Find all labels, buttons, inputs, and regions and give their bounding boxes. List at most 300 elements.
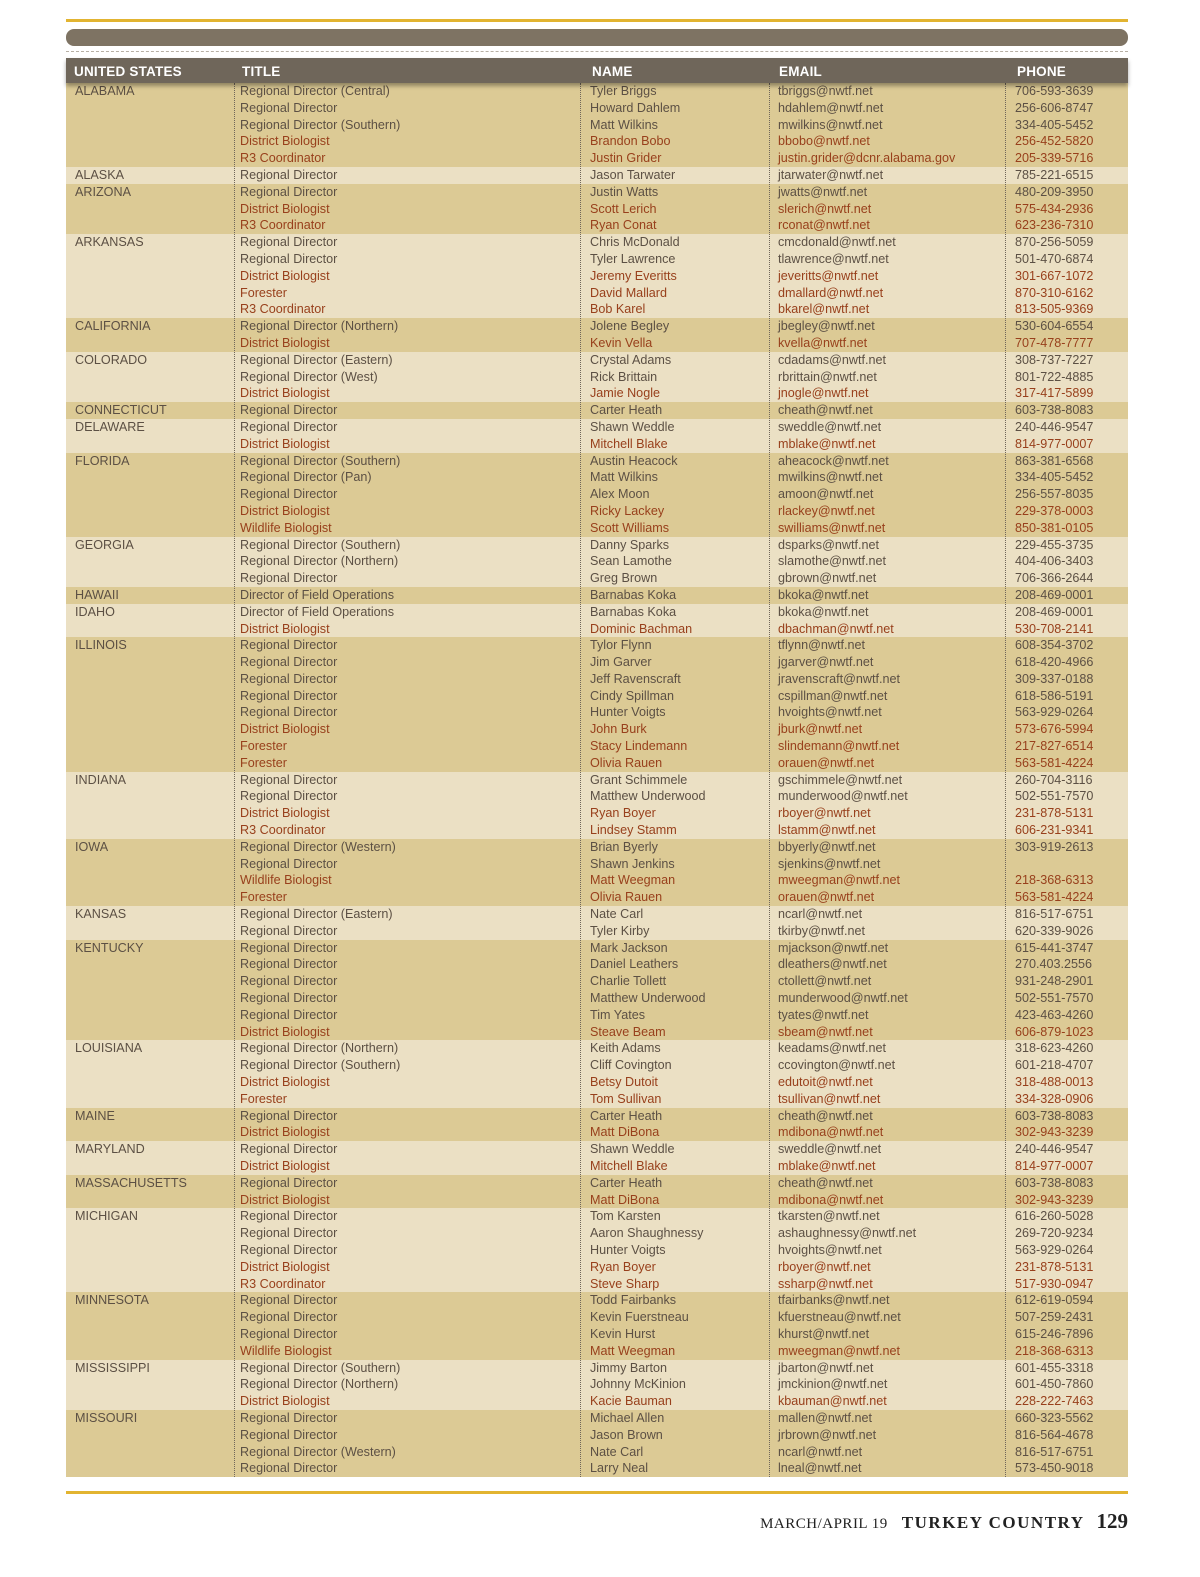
contact-email[interactable]: jrbrown@nwtf.net: [778, 1427, 877, 1442]
state-group: [66, 184, 1128, 234]
contact-title: Regional Director: [240, 655, 338, 670]
contact-email[interactable]: rconat@nwtf.net: [778, 218, 870, 233]
contact-phone: 256-606-8747: [1015, 100, 1094, 115]
contact-title: Regional Director: [240, 1310, 338, 1325]
table-row: [66, 1091, 1128, 1108]
contact-title: Regional Director: [240, 1142, 338, 1157]
contact-title: Regional Director (Eastern): [240, 907, 393, 922]
contact-email[interactable]: cheath@nwtf.net: [778, 1108, 873, 1123]
contact-email[interactable]: mjackson@nwtf.net: [778, 940, 889, 955]
contact-name: Chris McDonald: [590, 235, 680, 250]
contact-email[interactable]: justin.grider@dcnr.alabama.gov: [778, 151, 956, 166]
contact-phone: 785-221-6515: [1015, 167, 1094, 182]
contact-email[interactable]: lneal@nwtf.net: [778, 1461, 862, 1476]
contact-phone: 816-517-6751: [1015, 907, 1094, 922]
column-separator: [580, 83, 581, 1477]
contact-title: Regional Director (Southern): [240, 537, 401, 552]
table-row: [66, 1343, 1128, 1360]
contact-name: Scott Williams: [590, 520, 670, 535]
contact-email[interactable]: munderwood@nwtf.net: [778, 991, 908, 1006]
contact-phone: 502-551-7570: [1015, 789, 1094, 804]
contact-email[interactable]: mdibona@nwtf.net: [778, 1192, 884, 1207]
table-row: [66, 772, 1128, 789]
table-row: [66, 1242, 1128, 1259]
contact-email[interactable]: cmcdonald@nwtf.net: [778, 235, 896, 250]
contact-name: Hunter Voigts: [590, 1242, 666, 1257]
state-group: [66, 839, 1128, 906]
contact-phone: 606-231-9341: [1015, 823, 1094, 838]
contact-phone: 608-354-3702: [1015, 638, 1094, 653]
contact-email[interactable]: mallen@nwtf.net: [778, 1410, 872, 1425]
contact-phone: 801-722-4885: [1015, 369, 1094, 384]
state-name: ALABAMA: [75, 84, 135, 98]
contact-title: Regional Director: [240, 1293, 338, 1308]
contact-email[interactable]: slindemann@nwtf.net: [778, 739, 900, 754]
contact-phone: 317-417-5899: [1015, 386, 1094, 401]
contact-name: Bob Karel: [590, 302, 646, 317]
table-row: [66, 621, 1128, 638]
contact-phone: 931-248-2901: [1015, 974, 1094, 989]
contact-email[interactable]: mweegman@nwtf.net: [778, 873, 900, 888]
contact-phone: 603-738-8083: [1015, 1108, 1094, 1123]
contact-name: Jimmy Barton: [590, 1360, 667, 1375]
contact-email[interactable]: edutoit@nwtf.net: [778, 1075, 873, 1090]
contact-name: Mitchell Blake: [590, 436, 668, 451]
table-row: [66, 217, 1128, 234]
contact-title: Regional Director: [240, 772, 338, 787]
contact-email[interactable]: mblake@nwtf.net: [778, 436, 876, 451]
contact-title: Regional Director (Northern): [240, 1377, 399, 1392]
contact-phone: 563-929-0264: [1015, 705, 1094, 720]
contact-phone: 530-604-6554: [1015, 319, 1094, 334]
table-row: [66, 604, 1128, 621]
table-row: [66, 906, 1128, 923]
contact-email[interactable]: jburk@nwtf.net: [778, 722, 863, 737]
contact-title: Regional Director (Southern): [240, 1058, 401, 1073]
contact-phone: 603-738-8083: [1015, 403, 1094, 418]
contact-title: District Biologist: [240, 621, 330, 636]
contact-phone: 563-581-4224: [1015, 755, 1094, 770]
contact-email[interactable]: jtarwater@nwtf.net: [778, 167, 884, 182]
table-row: [66, 369, 1128, 386]
contact-name: Jim Garver: [590, 655, 652, 670]
contact-email[interactable]: tbriggs@nwtf.net: [778, 84, 873, 98]
contact-name: Carter Heath: [590, 1108, 663, 1123]
contacts-table: [66, 58, 1128, 1477]
table-row: [66, 872, 1128, 889]
table-row: [66, 1057, 1128, 1074]
contact-title: Regional Director: [240, 167, 338, 182]
contact-email[interactable]: cspillman@nwtf.net: [778, 688, 888, 703]
contact-email[interactable]: slerich@nwtf.net: [778, 201, 872, 216]
contact-title: Regional Director: [240, 1427, 338, 1442]
contact-email[interactable]: bbyerly@nwtf.net: [778, 839, 876, 854]
state-name: LOUISIANA: [75, 1041, 143, 1056]
issue-date: MARCH/APRIL 19: [760, 1516, 888, 1532]
contact-name: Tom Karsten: [590, 1209, 661, 1224]
contact-name: Olivia Rauen: [590, 890, 663, 905]
contact-title: Forester: [240, 1091, 287, 1106]
contact-name: Matthew Underwood: [590, 991, 706, 1006]
contact-email[interactable]: rlackey@nwtf.net: [778, 503, 875, 518]
contact-email[interactable]: ctollett@nwtf.net: [778, 974, 872, 989]
state-group: [66, 167, 1128, 184]
state-name: CONNECTICUT: [75, 403, 167, 418]
contact-email[interactable]: rboyer@nwtf.net: [778, 1259, 871, 1274]
contact-title: District Biologist: [240, 1075, 330, 1090]
contact-email[interactable]: hvoights@nwtf.net: [778, 705, 882, 720]
table-row: [66, 1410, 1128, 1427]
state-group: [66, 1040, 1128, 1107]
state-group: [66, 772, 1128, 839]
contact-title: R3 Coordinator: [240, 151, 326, 166]
contact-email[interactable]: aheacock@nwtf.net: [778, 453, 889, 468]
contact-phone: 620-339-9026: [1015, 923, 1094, 938]
contact-name: Jeremy Everitts: [590, 268, 677, 283]
contact-title: Regional Director: [240, 403, 338, 418]
contact-email[interactable]: bkoka@nwtf.net: [778, 604, 869, 619]
contact-email[interactable]: gschimmele@nwtf.net: [778, 772, 903, 787]
contact-email[interactable]: ssharp@nwtf.net: [778, 1276, 873, 1291]
state-name: ILLINOIS: [75, 638, 127, 653]
header-phone: PHONE: [1017, 64, 1067, 79]
table-row: [66, 1427, 1128, 1444]
contact-name: Cindy Spillman: [590, 688, 674, 703]
dotted-divider: [66, 51, 1128, 52]
contact-title: Regional Director (Central): [240, 84, 390, 98]
table-header: [66, 58, 1128, 83]
contact-email[interactable]: slamothe@nwtf.net: [778, 554, 886, 569]
table-row: [66, 822, 1128, 839]
state-group: [66, 537, 1128, 587]
contact-email[interactable]: rboyer@nwtf.net: [778, 806, 871, 821]
contact-email[interactable]: jwatts@nwtf.net: [778, 184, 868, 199]
contact-title: Regional Director (Southern): [240, 453, 401, 468]
table-row: [66, 318, 1128, 335]
contact-email[interactable]: khurst@nwtf.net: [778, 1326, 870, 1341]
contact-email[interactable]: bbobo@nwtf.net: [778, 134, 870, 149]
contact-name: Danny Sparks: [590, 537, 670, 552]
table-row: [66, 402, 1128, 419]
contact-email[interactable]: tyates@nwtf.net: [778, 1007, 869, 1022]
table-row: [66, 704, 1128, 721]
state-group: [66, 1360, 1128, 1410]
contact-name: Ricky Lackey: [590, 503, 665, 518]
table-row: [66, 654, 1128, 671]
contact-phone: 260-704-3116: [1015, 772, 1093, 787]
header-name: NAME: [592, 64, 633, 79]
contact-email[interactable]: ncarl@nwtf.net: [778, 907, 863, 922]
contact-phone: 615-441-3747: [1015, 940, 1094, 955]
contact-email[interactable]: cdadams@nwtf.net: [778, 352, 886, 367]
contact-email[interactable]: ncarl@nwtf.net: [778, 1444, 863, 1459]
contact-name: Brian Byerly: [590, 839, 658, 854]
table-row: [66, 940, 1128, 957]
contact-name: David Mallard: [590, 285, 667, 300]
contact-title: Regional Director: [240, 184, 338, 199]
table-row: [66, 335, 1128, 352]
contact-email[interactable]: ccovington@nwtf.net: [778, 1058, 896, 1073]
contact-phone: 231-878-5131: [1015, 806, 1094, 821]
contact-name: Tyler Briggs: [590, 84, 657, 98]
contact-title: Regional Director: [240, 235, 338, 250]
contact-phone: 334-328-0906: [1015, 1091, 1094, 1106]
contact-name: Tom Sullivan: [590, 1091, 662, 1106]
contact-email[interactable]: sbeam@nwtf.net: [778, 1024, 873, 1039]
contact-phone: 601-218-4707: [1015, 1058, 1094, 1073]
contact-email[interactable]: tfairbanks@nwtf.net: [778, 1293, 890, 1308]
contact-name: Kevin Fuerstneau: [590, 1310, 689, 1325]
state-name: COLORADO: [75, 352, 148, 367]
contact-email[interactable]: lstamm@nwtf.net: [778, 823, 876, 838]
contact-email[interactable]: sweddle@nwtf.net: [778, 1142, 882, 1157]
contact-email[interactable]: tflynn@nwtf.net: [778, 638, 865, 653]
state-name: ARIZONA: [75, 184, 131, 199]
contact-name: Jason Brown: [590, 1427, 663, 1442]
contact-name: Todd Fairbanks: [590, 1293, 677, 1308]
contact-phone: 208-469-0001: [1015, 604, 1094, 619]
contact-title: District Biologist: [240, 806, 330, 821]
contact-email[interactable]: dsparks@nwtf.net: [778, 537, 879, 552]
contact-phone: 615-246-7896: [1015, 1326, 1094, 1341]
contact-name: Carter Heath: [590, 1175, 663, 1190]
contact-name: Tyler Lawrence: [590, 251, 676, 266]
contact-email[interactable]: mwilkins@nwtf.net: [778, 117, 883, 132]
contact-email[interactable]: tkirby@nwtf.net: [778, 923, 865, 938]
contact-email[interactable]: orauen@nwtf.net: [778, 890, 875, 905]
contact-phone: 270.403.2556: [1015, 957, 1093, 972]
header-state: UNITED STATES: [74, 64, 182, 79]
state-name: MICHIGAN: [75, 1209, 138, 1224]
contact-email[interactable]: jbegley@nwtf.net: [778, 319, 875, 334]
contact-title: Regional Director: [240, 1007, 338, 1022]
contact-title: Regional Director: [240, 671, 338, 686]
contact-email[interactable]: gbrown@nwtf.net: [778, 571, 877, 586]
table-row: [66, 1108, 1128, 1125]
table-row: [66, 1225, 1128, 1242]
contact-email[interactable]: bkoka@nwtf.net: [778, 587, 869, 602]
contact-email[interactable]: mblake@nwtf.net: [778, 1159, 876, 1173]
contact-email[interactable]: hvoights@nwtf.net: [778, 1242, 882, 1257]
table-row: [66, 1444, 1128, 1461]
table-row: [66, 1208, 1128, 1225]
contact-name: Crystal Adams: [590, 352, 672, 367]
state-group: [66, 1108, 1128, 1142]
contact-phone: 231-878-5131: [1015, 1259, 1094, 1274]
contact-email[interactable]: mwilkins@nwtf.net: [778, 470, 883, 485]
contact-phone: 302-943-3239: [1015, 1192, 1094, 1207]
contact-title: Regional Director (Northern): [240, 554, 399, 569]
contact-name: Ryan Conat: [590, 218, 657, 233]
contact-email[interactable]: swilliams@nwtf.net: [778, 520, 886, 535]
contact-email[interactable]: mweegman@nwtf.net: [778, 1343, 900, 1358]
contact-phone: 256-557-8035: [1015, 487, 1094, 502]
state-group: [66, 604, 1128, 638]
column-separator: [769, 83, 770, 1477]
table-row: [66, 352, 1128, 369]
table-row: [66, 537, 1128, 554]
contact-email[interactable]: kbauman@nwtf.net: [778, 1394, 887, 1409]
contact-name: Lindsey Stamm: [590, 823, 677, 838]
contact-email[interactable]: kvella@nwtf.net: [778, 335, 868, 350]
contact-title: Regional Director (Northern): [240, 319, 399, 334]
table-row: [66, 234, 1128, 251]
contact-name: Matt DiBona: [590, 1192, 660, 1207]
contact-name: Tylor Flynn: [590, 638, 652, 653]
contact-email[interactable]: dmallard@nwtf.net: [778, 285, 884, 300]
table-row: [66, 973, 1128, 990]
contact-email[interactable]: sweddle@nwtf.net: [778, 419, 882, 434]
contact-name: Tyler Kirby: [590, 923, 650, 938]
contact-title: Director of Field Operations: [240, 587, 394, 602]
contact-name: Greg Brown: [590, 571, 658, 586]
contact-email[interactable]: hdahlem@nwtf.net: [778, 100, 884, 115]
contact-title: R3 Coordinator: [240, 823, 326, 838]
contact-name: Steave Beam: [590, 1024, 666, 1039]
contact-title: R3 Coordinator: [240, 218, 326, 233]
contact-title: Regional Director: [240, 100, 338, 115]
state-group: [66, 318, 1128, 352]
table-row: [66, 117, 1128, 134]
contact-phone: 618-420-4966: [1015, 655, 1094, 670]
contact-title: Regional Director: [240, 789, 338, 804]
contact-email[interactable]: munderwood@nwtf.net: [778, 789, 908, 804]
table-row: [66, 1192, 1128, 1209]
state-name: ARKANSAS: [75, 235, 144, 250]
state-name: MARYLAND: [75, 1142, 145, 1157]
contact-name: Aaron Shaughnessy: [590, 1226, 704, 1241]
contact-title: District Biologist: [240, 1024, 330, 1039]
contact-email[interactable]: sjenkins@nwtf.net: [778, 856, 881, 871]
table-row: [66, 805, 1128, 822]
state-name: KENTUCKY: [75, 940, 144, 955]
table-row: [66, 755, 1128, 772]
contact-title: District Biologist: [240, 134, 330, 149]
contact-name: Shawn Weddle: [590, 1142, 675, 1157]
table-row: [66, 150, 1128, 167]
table-row: [66, 1124, 1128, 1141]
header-title: TITLE: [242, 64, 281, 79]
contact-phone: 813-505-9369: [1015, 302, 1094, 317]
state-name: MASSACHUSETTS: [75, 1175, 187, 1190]
contact-phone: 870-310-6162: [1015, 285, 1094, 300]
state-name: FLORIDA: [75, 453, 130, 468]
contact-title: Forester: [240, 755, 287, 770]
state-group: [66, 1175, 1128, 1209]
contact-phone: 863-381-6568: [1015, 453, 1094, 468]
contact-email[interactable]: dbachman@nwtf.net: [778, 621, 894, 636]
contact-name: Carter Heath: [590, 403, 663, 418]
contact-email[interactable]: jgarver@nwtf.net: [778, 655, 874, 670]
state-name: INDIANA: [75, 772, 127, 787]
contact-title: District Biologist: [240, 503, 330, 518]
contact-name: Kevin Hurst: [590, 1326, 656, 1341]
contact-title: Regional Director (West): [240, 369, 378, 384]
contact-phone: 423-463-4260: [1015, 1007, 1094, 1022]
contact-phone: 563-929-0264: [1015, 1242, 1094, 1257]
contact-title: Regional Director: [240, 419, 338, 434]
state-group: [66, 906, 1128, 940]
contact-name: Matt Wilkins: [590, 117, 658, 132]
contact-email[interactable]: tsullivan@nwtf.net: [778, 1091, 881, 1106]
contact-title: Wildlife Biologist: [240, 520, 332, 535]
contact-email[interactable]: cheath@nwtf.net: [778, 403, 873, 418]
contact-email[interactable]: bkarel@nwtf.net: [778, 302, 870, 317]
contact-name: Keith Adams: [590, 1041, 661, 1056]
table-row: [66, 201, 1128, 218]
contact-title: District Biologist: [240, 386, 330, 401]
contact-email[interactable]: tkarsten@nwtf.net: [778, 1209, 880, 1224]
contact-name: Mark Jackson: [590, 940, 668, 955]
contact-title: Regional Director: [240, 940, 338, 955]
contact-title: Forester: [240, 890, 287, 905]
contact-email[interactable]: kfuerstneau@nwtf.net: [778, 1310, 901, 1325]
contact-title: Regional Director: [240, 251, 338, 266]
contact-name: Hunter Voigts: [590, 705, 666, 720]
top-rule: [66, 19, 1128, 22]
contact-title: Regional Director (Western): [240, 839, 396, 854]
contact-name: Daniel Leathers: [590, 957, 679, 972]
contact-title: R3 Coordinator: [240, 302, 326, 317]
contact-email[interactable]: jnogle@nwtf.net: [778, 386, 869, 401]
contact-title: Forester: [240, 739, 287, 754]
contact-title: Regional Director: [240, 487, 338, 502]
contact-name: Rick Brittain: [590, 369, 658, 384]
table-row: [66, 671, 1128, 688]
table-row: [66, 436, 1128, 453]
contact-email[interactable]: mdibona@nwtf.net: [778, 1125, 884, 1140]
contact-email[interactable]: amoon@nwtf.net: [778, 487, 874, 502]
contact-email[interactable]: jmckinion@nwtf.net: [778, 1377, 888, 1392]
contact-name: Kevin Vella: [590, 335, 653, 350]
contact-email[interactable]: orauen@nwtf.net: [778, 755, 875, 770]
contact-name: Charlie Tollett: [590, 974, 667, 989]
contact-email[interactable]: ashaughnessy@nwtf.net: [778, 1226, 917, 1241]
contact-email[interactable]: cheath@nwtf.net: [778, 1175, 873, 1190]
contact-phone: 612-619-0594: [1015, 1293, 1094, 1308]
contact-name: Steve Sharp: [590, 1276, 660, 1291]
contact-name: Matt DiBona: [590, 1125, 660, 1140]
contact-phone: 603-738-8083: [1015, 1175, 1094, 1190]
contact-phone: 334-405-5452: [1015, 470, 1094, 485]
contact-title: Regional Director (Western): [240, 1444, 396, 1459]
contact-phone: 240-446-9547: [1015, 419, 1094, 434]
contact-title: Regional Director: [240, 1175, 338, 1190]
contact-email[interactable]: dleathers@nwtf.net: [778, 957, 887, 972]
contact-phone: 870-256-5059: [1015, 235, 1094, 250]
state-group: [66, 453, 1128, 537]
contact-phone: 850-381-0105: [1015, 520, 1094, 535]
contact-title: District Biologist: [240, 335, 330, 350]
contact-name: Grant Schimmele: [590, 772, 688, 787]
contact-phone: 205-339-5716: [1015, 151, 1094, 166]
contact-name: Jolene Begley: [590, 319, 670, 334]
contact-email[interactable]: rbrittain@nwtf.net: [778, 369, 877, 384]
contact-phone: 218-368-6313: [1015, 1343, 1094, 1358]
contact-phone: 240-446-9547: [1015, 1142, 1094, 1157]
contact-email[interactable]: jbarton@nwtf.net: [778, 1360, 874, 1375]
contact-name: Larry Neal: [590, 1461, 649, 1476]
contact-email[interactable]: keadams@nwtf.net: [778, 1041, 886, 1056]
contact-phone: 517-930-0947: [1015, 1276, 1094, 1291]
contact-title: R3 Coordinator: [240, 1276, 326, 1291]
contact-email[interactable]: tlawrence@nwtf.net: [778, 251, 889, 266]
contact-name: Mitchell Blake: [590, 1159, 668, 1173]
contact-email[interactable]: jravenscraft@nwtf.net: [778, 671, 900, 686]
page-number: 129: [1096, 1509, 1128, 1533]
contact-name: Justin Grider: [590, 151, 662, 166]
contact-email[interactable]: jeveritts@nwtf.net: [778, 268, 879, 283]
